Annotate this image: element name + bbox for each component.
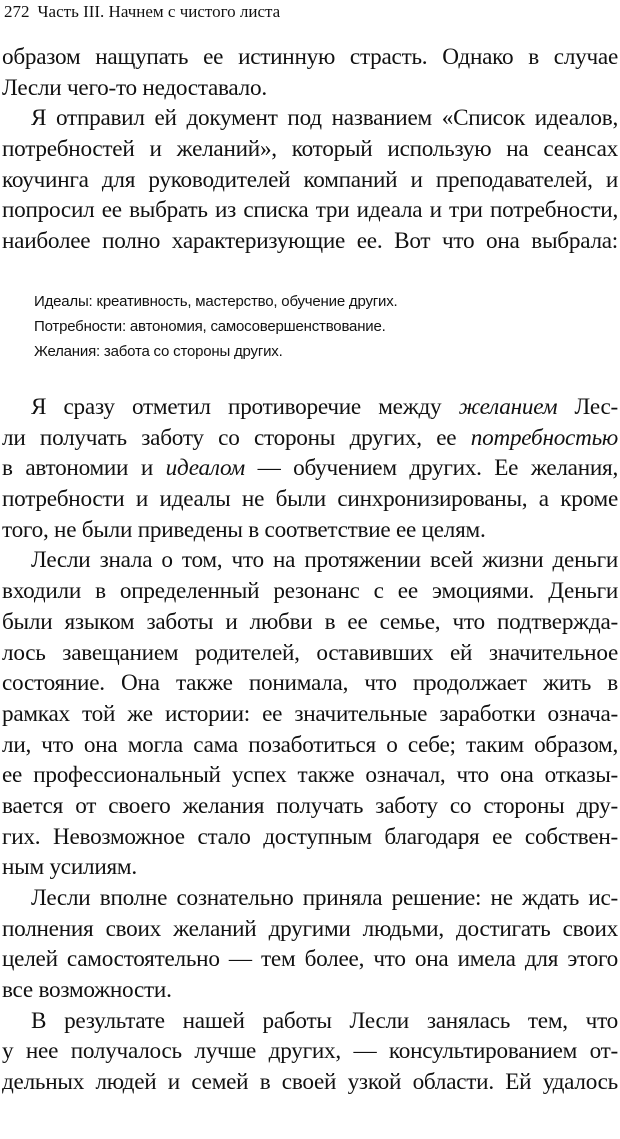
text-line: потребности и идеалы не были синхронизированы, а кроме — [2, 486, 618, 513]
text-block-main — [2, 392, 618, 1098]
emphasis: идеалом — [165, 455, 245, 482]
text-line: целей самостоятельно — тем более, что она имела для этого — [2, 946, 618, 973]
text-line: коучинга для руководителей компаний и преподавателей, и — [2, 166, 618, 193]
text-line — [2, 392, 618, 423]
text-line: Я отправил ей документ под названием «Список идеалов, — [31, 105, 618, 132]
text-line: входили в определенный резонанс с ее эмоциями. Деньги — [2, 578, 618, 605]
running-header — [4, 2, 280, 22]
text-run: в автономии и — [2, 455, 166, 482]
text-run: Лес- — [557, 394, 618, 420]
text-line: наиболее полно характеризующие ее. Вот что она выбрала: — [2, 228, 618, 255]
text-line: образом нащупать ее истинную страсть. Однако в случае — [2, 44, 618, 70]
text-line: Лесли вполне сознательно приняла решение: не ждать ис- — [31, 885, 618, 911]
text-line: ее профессиональный успех также означал, что она отказы- — [2, 762, 618, 789]
list-item-wants: Желания: забота со стороны других. — [34, 343, 283, 360]
text-run: Я сразу отметил противоречие между — [31, 394, 459, 420]
text-line: все возможности. — [2, 977, 172, 1004]
text-line — [2, 423, 618, 454]
text-line — [2, 453, 618, 484]
text-run: — обучением других. Ее желания, — [244, 455, 618, 482]
emphasis: желанием — [458, 394, 558, 420]
text-line: лось завещанием родителей, оставивших ей значительное — [2, 639, 618, 666]
text-block-intro — [2, 42, 618, 257]
emphasis: потребностью — [470, 424, 618, 451]
values-needs-wants-list — [34, 289, 397, 364]
text-run: ли получать заботу со стороны других, ее — [2, 424, 471, 451]
text-line: В результате нашей работы Лесли занялась тем, что — [31, 1007, 618, 1034]
text-line: у нее получалось лучше других, — консультированием от- — [2, 1038, 618, 1065]
list-item-needs: Потребности: автономия, самосовершенствование. — [34, 318, 386, 335]
text-line: полнения своих желаний другими людьми, достигать своих — [2, 915, 618, 942]
text-line: рамках той же истории: ее значительные заработки означа- — [2, 700, 618, 727]
text-line: ным усилиям. — [2, 854, 137, 881]
page-number: 272 — [4, 2, 30, 21]
text-line: Лесли чего-то недоставало. — [2, 74, 267, 101]
text-line: состояние. Она также понимала, что продолжает жить в — [2, 670, 618, 697]
list-item-ideals: Идеалы: креативность, мастерство, обучение других. — [34, 293, 398, 310]
text-line: попросил ее выбрать из списка три идеала и три потребности, — [2, 197, 618, 224]
text-line: вается от своего желания получать заботу со стороны дру- — [2, 792, 618, 819]
text-line: дельных людей и семей в своей узкой области. Ей удалось — [2, 1069, 618, 1096]
text-line: гих. Невозможное стало доступным благодаря ее собствен- — [2, 823, 618, 850]
text-line: были языком заботы и любви в ее семье, что подтвержда- — [2, 608, 618, 635]
text-line: потребностей и желаний», который использую на сеансах — [2, 136, 618, 163]
text-line: того, не были приведены в соответствие ее целям. — [2, 516, 486, 543]
text-line: Лесли знала о том, что на протяжении всей жизни деньги — [31, 547, 618, 574]
text-line: ли, что она могла сама позаботиться о себе; таким образом, — [2, 731, 618, 758]
running-title: Часть III. Начнем с чистого листа — [37, 2, 281, 21]
